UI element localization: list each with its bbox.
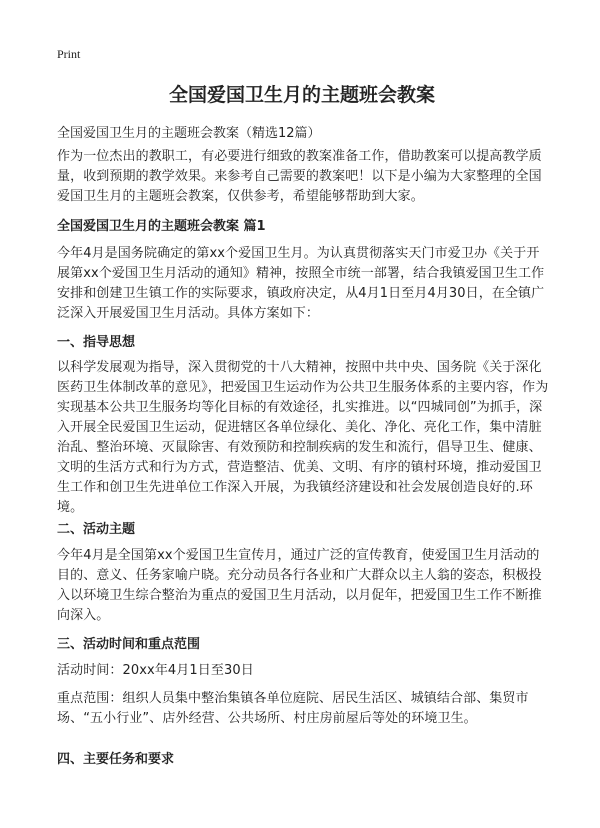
paragraph-key-scope: 重点范围：组织人员集中整治集镇各单位庭院、居民生活区、城镇结合部、集贸市场、“五小行业”、店外经营、公共场所、村庄房前屋后等处的环境卫生。	[57, 691, 529, 726]
heading-main-tasks: 四、主要任务和要求	[57, 752, 175, 767]
intro-paragraph: 作为一位杰出的教职工，有必要进行细致的教案准备工作，借助教案可以提高教学质量，收到预期的教学效果。来参考自己需要的教案吧！以下是小编为大家整理的全国爱国卫生月的主题班会教案，仅供参考，希望能够帮助到大家。	[57, 149, 542, 204]
paragraph-overview: 今年4月是国务院确定的第xx个爱国卫生月。为认真贯彻落实天门市爱卫办《关于开展第xx个爱国卫生月活动的通知》精神，按照全市统一部署，结合我镇爱国卫生工作安排和创建卫生镇工作的实际要求，镇政府决定，从4月1日至月4月30日，在全镇广泛深入开展爱国卫生月活动。具体方案如下：	[57, 246, 545, 321]
heading-time-scope: 三、活动时间和重点范围	[57, 637, 201, 652]
paragraph-activity-theme: 今年4月是全国第xx个爱国卫生宣传月，通过广泛的宣传教育，使爱国卫生月活动的目的、意义、任务家喻户晓。充分动员各行各业和广大群众以主人翁的姿态，积极投入以环境卫生综合整治为重点的爱国卫生月活动，以月促年，把爱国卫生工作不断推向深入。	[57, 548, 542, 623]
page-subtitle: 全国爱国卫生月的主题班会教案（精选12篇）	[57, 126, 321, 141]
section-title: 全国爱国卫生月的主题班会教案 篇1	[57, 219, 266, 234]
page-title: 全国爱国卫生月的主题班会教案	[168, 84, 435, 106]
heading-guiding-thought: 一、指导思想	[57, 335, 136, 350]
heading-activity-theme: 二、活动主题	[57, 522, 136, 537]
paragraph-guiding-thought: 以科学发展观为指导，深入贯彻党的十八大精神，按照中共中央、国务院《关于深化医药卫生体制改革的意见》，把爱国卫生运动作为公共卫生服务体系的主要内容，作为实现基本公共卫生服务均等化目标的有效途径，扎实推进。以“四城同创”为抓手，深入开展全民爱国卫生运动，促进辖区各单位绿化、美化、净化、亮化工作，集中清脏治乱、整治环境、灭鼠除害、有效预防和控制疾病的发生和流行，倡导卫生、健康、文明的生活方式和行为方式，营造整洁、优美、文明、有序的镇村环境，推动爱国卫生工作和创卫生先进单位工作深入开展，为我镇经济建设和社会发展创造良好的.环境。	[57, 360, 549, 515]
print-link[interactable]: Print	[57, 47, 81, 61]
paragraph-activity-time: 活动时间：20xx年4月1日至30日	[57, 663, 254, 678]
